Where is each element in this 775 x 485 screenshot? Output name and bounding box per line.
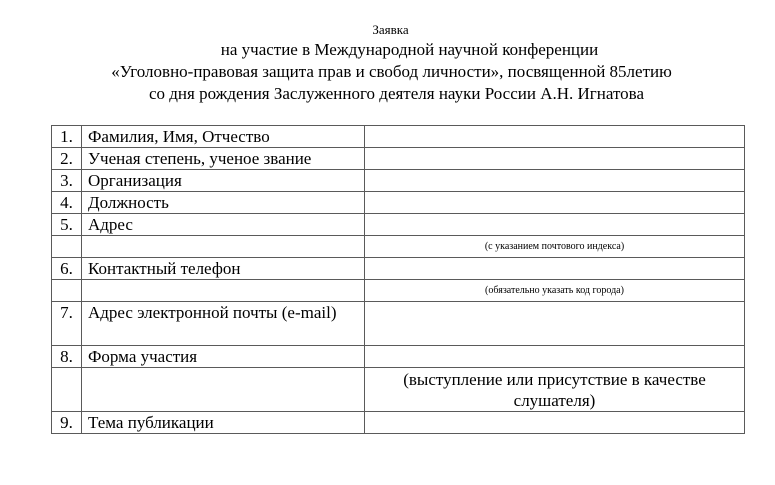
table-row-phone: [52, 258, 745, 280]
form-title-small: Заявка: [372, 22, 409, 37]
row-number: [52, 280, 82, 302]
academic-degree-field[interactable]: [365, 148, 745, 170]
table-row-participation-hint: [52, 368, 745, 412]
phone-field[interactable]: [365, 258, 745, 280]
row-label: [82, 368, 365, 412]
row-label: Должность: [82, 192, 365, 214]
row-label: Фамилия, Имя, Отчество: [82, 126, 365, 148]
participation-form-field[interactable]: [365, 346, 745, 368]
email-field[interactable]: [365, 302, 745, 346]
table-row-academic-degree: [52, 148, 745, 170]
form-title-line-1: на участие в Международной научной конференции: [220, 40, 599, 59]
address-field[interactable]: [365, 214, 745, 236]
row-number: 7.: [52, 302, 82, 346]
table-row-address: [52, 214, 745, 236]
row-label: Контактный телефон: [82, 258, 365, 280]
table-row-position: [52, 192, 745, 214]
table-row-phone-hint: [52, 280, 745, 302]
form-title-line-3: со дня рождения Заслуженного деятеля науки России А.Н. Игнатова: [148, 84, 645, 103]
table-row-publication-topic: [52, 412, 745, 434]
position-field[interactable]: [365, 192, 745, 214]
organization-field[interactable]: [365, 170, 745, 192]
table-row-email: [52, 302, 745, 346]
form-title-line-2: «Уголовно-правовая защита прав и свобод личности», посвященной 85летию: [111, 62, 672, 81]
row-label: Адрес: [82, 214, 365, 236]
row-number: 6.: [52, 258, 82, 280]
row-label: [82, 280, 365, 302]
row-number: 5.: [52, 214, 82, 236]
row-number: 2.: [52, 148, 82, 170]
row-label: Адрес электронной почты (e-mail): [82, 302, 365, 346]
application-form-table: [51, 125, 745, 434]
table-row-full-name: [52, 126, 745, 148]
row-label: Форма участия: [82, 346, 365, 368]
row-number: 4.: [52, 192, 82, 214]
phone-hint: (обязательно указать код города): [365, 280, 745, 302]
participation-hint: (выступление или присутствие в качестве слушателя): [365, 368, 745, 412]
row-label: Ученая степень, ученое звание: [82, 148, 365, 170]
row-number: 3.: [52, 170, 82, 192]
row-label: [82, 236, 365, 258]
row-number: 1.: [52, 126, 82, 148]
table-row-participation-form: [52, 346, 745, 368]
table-row-address-hint: [52, 236, 745, 258]
row-label: Организация: [82, 170, 365, 192]
full-name-field[interactable]: [365, 126, 745, 148]
table-row-organization: [52, 170, 745, 192]
row-label: Тема публикации: [82, 412, 365, 434]
publication-topic-field[interactable]: [365, 412, 745, 434]
address-hint: (с указанием почтового индекса): [365, 236, 745, 258]
row-number: [52, 368, 82, 412]
row-number: 9.: [52, 412, 82, 434]
row-number: [52, 236, 82, 258]
row-number: 8.: [52, 346, 82, 368]
